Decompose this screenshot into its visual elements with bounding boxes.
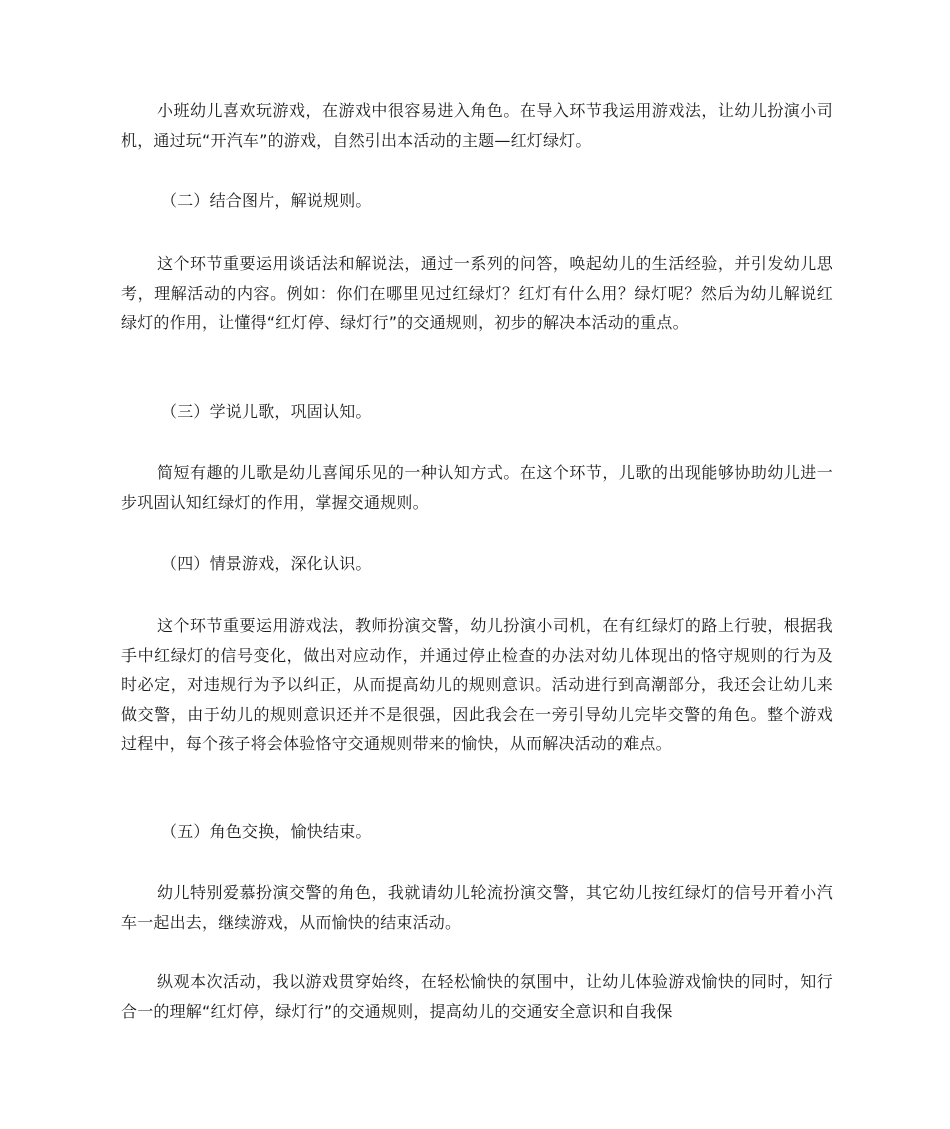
paragraph-section-4: 这个环节重要运用游戏法，教师扮演交警，幼儿扮演小司机，在有红绿灯的路上行驶，根据我手中红绿灯的信号变化，做出对应动作，并通过停止检查的办法对幼儿体现出的恪守规则的行为及时必定，对违规行为予以纠正，从而提高幼儿的规则意识。活动进行到高潮部分，我还会让幼儿来做交警，由于幼儿的规则意识还并不是很强，因此我会在一旁引导幼儿完毕交警的角色。整个游戏过程中，每个孩子将会体验恪守交通规则带来的愉快，从而解决活动的难点。	[121, 616, 833, 753]
paragraph-section-3: 简短有趣的儿歌是幼儿喜闻乐见的一种认知方式。在这个环节，儿歌的出现能够协助幼儿进一步巩固认知红绿灯的作用，掌握交通规则。	[121, 463, 833, 512]
section-heading-2: （二）结合图片，解说规则。	[161, 191, 372, 210]
paragraph-summary: 纵观本次活动，我以游戏贯穿始终，在轻松愉快的氛围中，让幼儿体验游戏愉快的同时，知行合一的理解“红灯停，绿灯行”的交通规则，提高幼儿的交通安全意识和自我保	[121, 972, 833, 1021]
section-heading-3: （三）学说儿歌，巩固认知。	[161, 402, 372, 421]
section-heading-4: （四）情景游戏，深化认识。	[161, 554, 372, 573]
paragraph-section-2: 这个环节重要运用谈话法和解说法，通过一系列的问答，唤起幼儿的生活经验，并引发幼儿思考，理解活动的内容。例如：你们在哪里见过红绿灯？红灯有什么用？绿灯呢？然后为幼儿解说红绿灯的作用，让懂得“红灯停、绿灯行”的交通规则，初步的解决本活动的重点。	[121, 254, 833, 332]
section-heading-5: （五）角色交换，愉快结束。	[161, 822, 372, 841]
paragraph-section-5: 幼儿特别爱慕扮演交警的角色，我就请幼儿轮流扮演交警，其它幼儿按红绿灯的信号开着小汽车一起出去，继续游戏，从而愉快的结束活动。	[121, 883, 833, 932]
paragraph-intro: 小班幼儿喜欢玩游戏，在游戏中很容易进入角色。在导入环节我运用游戏法，让幼儿扮演小司机，通过玩“开汽车”的游戏，自然引出本活动的主题—红灯绿灯。	[121, 101, 833, 150]
